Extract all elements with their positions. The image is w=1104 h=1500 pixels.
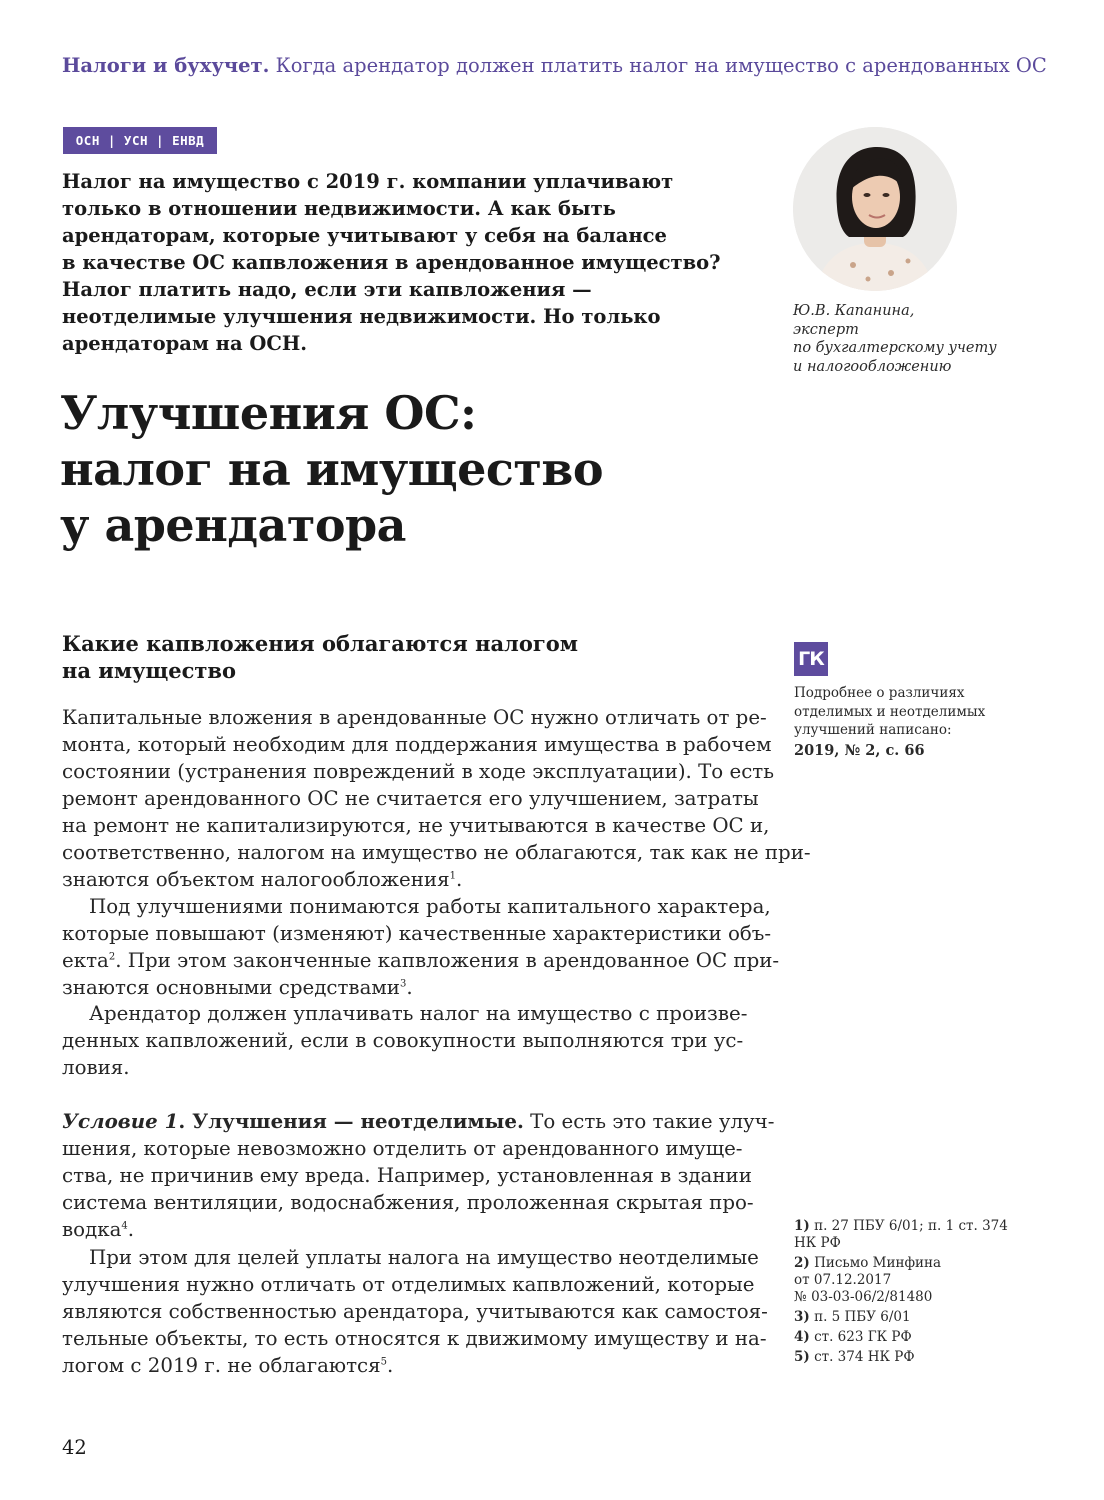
title-line: Улучшения ОС: [60,386,477,440]
text-line [62,866,740,893]
text-line: тельные объекты, то есть относятся к движимому имуществу и на- [62,1327,767,1350]
lead-line: неотделимые улучшения недвижимости. Но только [62,305,661,328]
footnote-text: № 03-03-06/2/81480 [794,1289,933,1305]
footnote [794,1329,1054,1346]
sidebar-note-line: отделимых и неотделимых [794,703,986,720]
text-line: ства, не причинив ему вреда. Например, установленная в здании [62,1164,752,1187]
section-heading [62,630,742,684]
text-line [62,974,740,1001]
text-line: состоянии (устранения повреждений в ходе эксплуатации). То есть [62,760,774,783]
footnote [794,1218,1054,1252]
lead-line: только в отношении недвижимости. А как быть [62,197,616,220]
tax-regime-tag: ОСН | УСН | ЕНВД [63,127,217,154]
text-line: Капитальные вложения в арендованные ОС нужно отличать от ре- [62,706,767,729]
lead-line: арендаторам, которые учитывают у себя на балансе [62,224,667,247]
text-fragment: логом с 2019 г. не облагаются [62,1354,381,1377]
footnote [794,1349,1054,1366]
lead-line: в качестве ОС капвложения в арендованное имущество? [62,251,721,274]
condition-paragraph [62,1108,775,1243]
lead-line: Налог платить надо, если эти капвложения — [62,278,592,301]
text-line: шения, которые невозможно отделить от арендованного имуще- [62,1137,743,1160]
footnote-number: 2) [794,1255,810,1271]
text-fragment: екта [62,949,109,972]
body-paragraph [62,704,811,893]
lead-paragraph [62,168,762,357]
text-fragment: . [127,1218,135,1241]
condition-statement: Улучшения — неотделимые. [185,1109,524,1133]
footnote-text: от 07.12.2017 [794,1272,892,1288]
footnote [794,1255,1054,1306]
section-heading-line: Какие капвложения облагаются налогом [62,631,578,656]
text-line: ловия. [62,1056,130,1079]
text-fragment: . При этом законченные капвложения в арендованное ОС при- [115,949,780,972]
text-line: Под улучшениями понимаются работы капитального характера, [89,895,771,918]
sidebar-issue-reference[interactable]: 2019, № 2, с. 66 [794,741,925,759]
sidebar-note-line: улучшений написано: [794,722,952,738]
sidebar-reference-note [794,684,1034,760]
footnotes [794,1218,1054,1369]
text-fragment: То есть это такие улуч- [523,1110,775,1133]
footnote-text: ст. 623 ГК РФ [809,1329,912,1345]
author-caption [793,302,1033,376]
text-line [62,1108,775,1135]
article-title [60,385,760,553]
author-portrait-image [793,127,957,291]
condition-label: Условие 1 [62,1109,179,1133]
body-paragraph [62,1244,768,1379]
text-line: улучшения нужно отличать от отделимых капвложений, которые [62,1273,755,1296]
gk-logo-icon: ГК [794,642,828,676]
running-header-section: Налоги и бухучет. [62,54,270,77]
sidebar-note-line: Подробнее о различиях [794,685,965,701]
page-number: 42 [62,1436,87,1459]
text-line [62,947,780,974]
running-header-subtitle: Когда арендатор должен платить налог на имущество с арендованных ОС [269,54,1047,77]
title-line: налог на имущество [60,442,603,496]
footnote-text: п. 5 ПБУ 6/01 [809,1309,911,1325]
author-role: эксперт [793,321,859,338]
text-line: являются собственностью арендатора, учитываются как самостоя- [62,1300,768,1323]
body-paragraph [62,1000,748,1081]
footnote-text: Письмо Минфина [809,1255,942,1271]
lead-line: арендаторам на ОСН. [62,332,308,355]
footnote-text: НК РФ [794,1235,841,1251]
text-line: на ремонт не капитализируются, не учитываются в качестве ОС и, [62,814,770,837]
title-line: у арендатора [60,498,406,552]
text-line: денных капвложений, если в совокупности выполняются три ус- [62,1029,744,1052]
text-line: система вентиляции, водоснабжения, проложенная скрытая про- [62,1191,754,1214]
text-line: При этом для целей уплаты налога на имущество неотделимые [89,1246,759,1269]
text-line: Арендатор должен уплачивать налог на имущество с произве- [89,1002,748,1025]
text-line: ремонт арендованного ОС не считается его улучшением, затраты [62,787,759,810]
text-fragment: . [386,1354,394,1377]
lead-line: Налог на имущество с 2019 г. компании уплачивают [62,170,674,193]
footnote-ref[interactable]: 1 [449,870,456,882]
body-paragraph [62,893,780,1001]
author-role: и налогообложению [793,358,952,375]
text-line: монта, который необходим для поддержания имущества в рабочем [62,733,772,756]
footnote-number: 1) [794,1218,810,1234]
running-header [62,54,1047,77]
footnote-ref[interactable]: 3 [399,978,407,990]
text-fragment: . [455,868,463,891]
footnote-text: п. 27 ПБУ 6/01; п. 1 ст. 374 [809,1218,1008,1234]
section-heading-line: на имущество [62,658,237,683]
text-line: соответственно, налогом на имущество не облагаются, так как не при- [62,841,811,864]
author-portrait [793,127,957,291]
author-name: Ю.В. Капанина, [793,303,915,319]
text-fragment: водка [62,1218,122,1241]
footnote-number: 4) [794,1329,810,1345]
text-fragment: знаются объектом налогообложения [62,868,450,891]
footnote-ref[interactable]: 4 [121,1220,128,1232]
author-role: по бухгалтерскому учету [793,340,997,356]
footnote-ref[interactable]: 5 [380,1356,387,1368]
footnote-number: 5) [794,1349,810,1365]
text-fragment: . [406,976,413,999]
footnote-number: 3) [794,1309,810,1325]
text-line [62,1216,740,1243]
footnote-text: ст. 374 НК РФ [809,1349,915,1365]
text-fragment: . [178,1109,186,1133]
footnote [794,1309,1054,1326]
text-line: которые повышают (изменяют) качественные характеристики объ- [62,922,772,945]
footnote-ref[interactable]: 2 [108,951,116,963]
text-line [62,1352,740,1379]
text-fragment: знаются основными средствами [62,976,400,999]
